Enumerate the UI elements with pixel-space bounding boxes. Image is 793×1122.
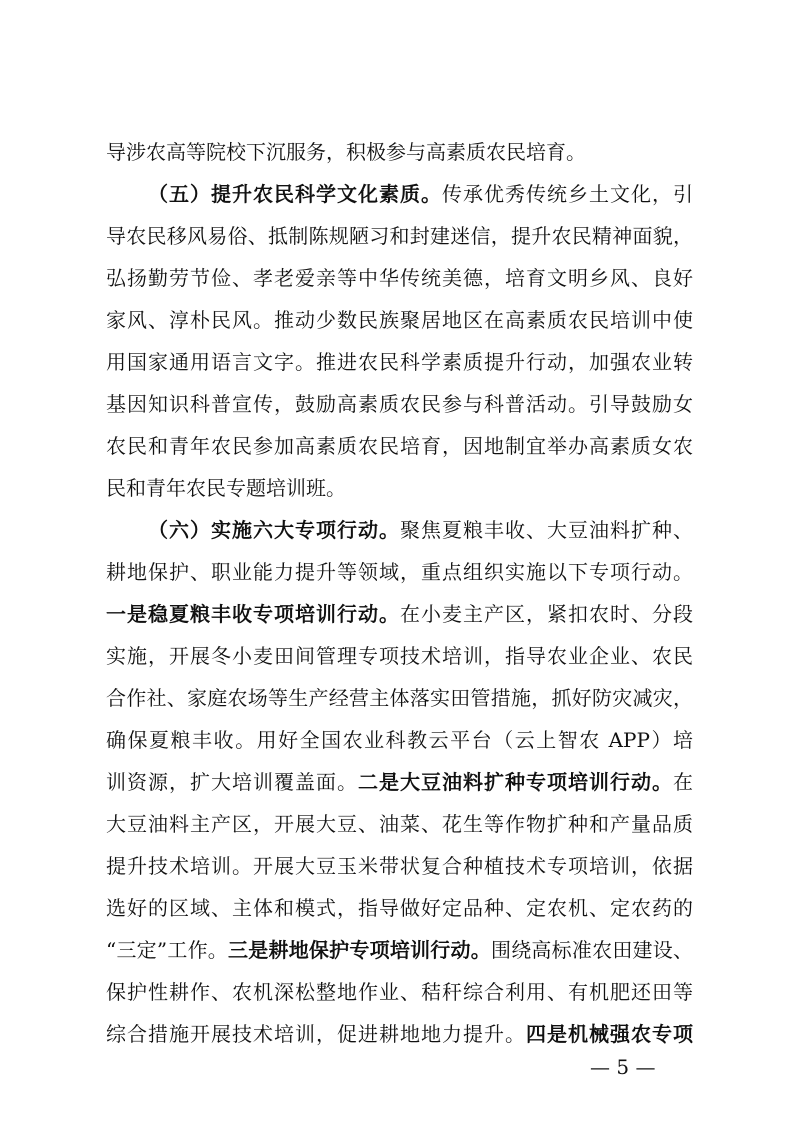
paragraph-line — [106, 135, 693, 169]
paragraph-line — [106, 975, 693, 1009]
paragraph-line — [106, 765, 693, 799]
action-title: 二是大豆油料扩种专项培训行动。 — [358, 770, 673, 794]
text-span: 传承优秀传统乡土文化，引 — [442, 182, 693, 206]
text-span: 导农民移风易俗、抵制陈规陋习和封建迷信，提升农民精神面貌， — [106, 224, 693, 248]
text-span: 合作社、家庭农场等生产经营主体落实田管措施，抓好防灾减灾， — [106, 686, 693, 710]
paragraph-line — [106, 303, 693, 337]
text-span: 耕地保护、职业能力提升等领域，重点组织实施以下专项行动。 — [106, 560, 693, 584]
action-title: 三是耕地保护专项培训行动。 — [228, 938, 491, 962]
text-span: 训资源，扩大培训覆盖面。 — [106, 770, 358, 794]
text-span: 在小麦主产区，紧扣农时、分段 — [400, 602, 693, 626]
paragraph-line — [106, 387, 693, 421]
paragraph-line — [106, 345, 693, 379]
paragraph-line — [106, 891, 693, 925]
text-span: 大豆油料主产区，开展大豆、油菜、花生等作物扩种和产量品质 — [106, 812, 693, 836]
paragraph-line — [106, 429, 693, 463]
section-heading-line — [106, 513, 693, 547]
action-title: 一是稳夏粮丰收专项培训行动。 — [106, 602, 400, 626]
paragraph-line — [106, 261, 693, 295]
text-span: 聚焦夏粮丰收、大豆油料扩种、 — [400, 518, 693, 542]
paragraph-line — [106, 555, 693, 589]
section-heading: （五）提升农民科学文化素质。 — [148, 182, 442, 206]
text-span: 保护性耕作、农机深松整地作业、秸秆综合利用、有机肥还田等 — [106, 980, 693, 1004]
paragraph-line — [106, 471, 693, 505]
text-span: 选好的区域、主体和模式，指导做好定品种、定农机、定农药的 — [106, 896, 693, 920]
text-span: 用国家通用语言文字。推进农民科学素质提升行动，加强农业转 — [106, 350, 693, 374]
text-span: “三定”工作。 — [106, 938, 229, 962]
text-span: 综合措施开展技术培训，促进耕地地力提升。 — [106, 1022, 526, 1046]
paragraph-line — [106, 219, 693, 253]
paragraph-line — [106, 723, 693, 757]
paragraph-line — [106, 639, 693, 673]
text-span: 确保夏粮丰收。用好全国农业科教云平台（云上智农 APP）培 — [106, 728, 693, 752]
text-span: 基因知识科普宣传，鼓励高素质农民参与科普活动。引导鼓励女 — [106, 392, 693, 416]
text-span: 在 — [673, 770, 693, 794]
paragraph-line — [106, 597, 693, 631]
action-title: 四是机械强农专项 — [526, 1022, 693, 1046]
paragraph-line — [106, 849, 693, 883]
text-span: 农民和青年农民参加高素质农民培育，因地制宜举办高素质女农 — [106, 434, 693, 458]
section-heading: （六）实施六大专项行动。 — [148, 518, 400, 542]
paragraph-line — [106, 1017, 693, 1051]
text-span: 导涉农高等院校下沉服务，积极参与高素质农民培育。 — [106, 140, 586, 164]
text-span: 家风、淳朴民风。推动少数民族聚居地区在高素质农民培训中使 — [106, 308, 693, 332]
text-span: 民和青年农民专题培训班。 — [106, 476, 346, 500]
section-heading-line — [106, 177, 693, 211]
text-span: 提升技术培训。开展大豆玉米带状复合种植技术专项培训，依据 — [106, 854, 693, 878]
paragraph-line — [106, 807, 693, 841]
text-span: 围绕高标准农田建设、 — [490, 938, 694, 962]
page-number: — 5 — — [590, 1055, 656, 1079]
paragraph-line — [106, 681, 693, 715]
text-span: 实施，开展冬小麦田间管理专项技术培训，指导农业企业、农民 — [106, 644, 693, 668]
text-span: 弘扬勤劳节俭、孝老爱亲等中华传统美德，培育文明乡风、良好 — [106, 266, 693, 290]
paragraph-line — [106, 933, 693, 967]
